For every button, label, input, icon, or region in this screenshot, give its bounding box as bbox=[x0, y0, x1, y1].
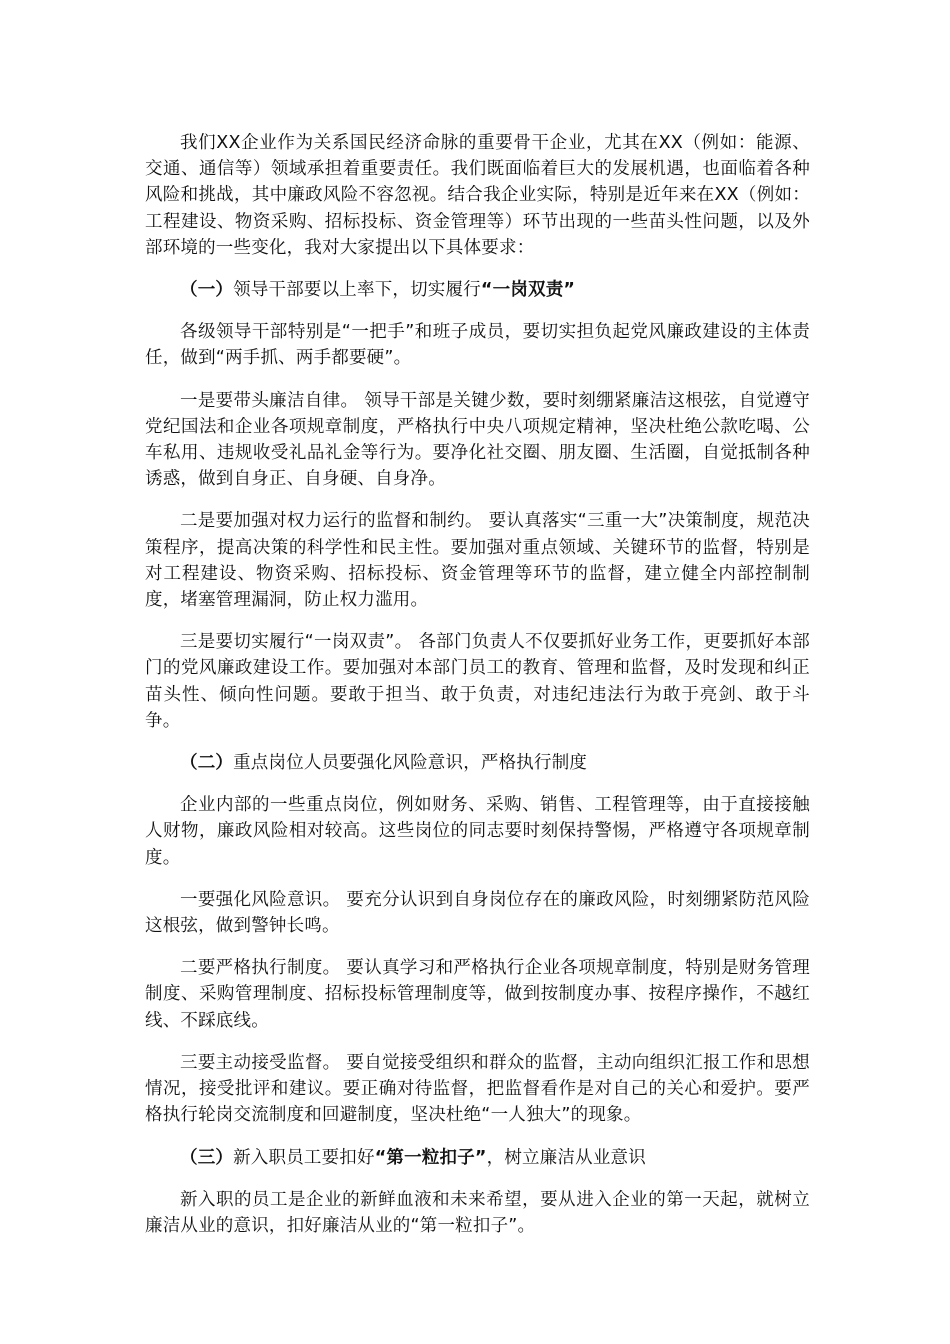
body-paragraph: 二要严格执行制度。 要认真学习和严格执行企业各项规章制度，特别是财务管理制度、采购管理制度、招标投标管理制度等，做到按制度办事、按程序操作，不越红线、不踩底线。 bbox=[145, 958, 810, 1031]
section-heading-3 bbox=[145, 1145, 810, 1171]
body-paragraph: 一是要带头廉洁自律。 领导干部是关键少数，要时刻绷紧廉洁这根弦，自觉遵守党纪国法和企业各项规章制度，严格执行中央八项规定精神，坚决杜绝公款吃喝、公车私用、违规收受礼品礼金等行为。要净化社交圈、朋友圈、生活圈，自觉抵制各种诱惑，做到自身正、自身硬、自身净。 bbox=[145, 390, 810, 490]
body-paragraph: 二是要加强对权力运行的监督和制约。 要认真落实“三重一大”决策制度，规范决策程序，提高决策的科学性和民主性。要加强对重点领域、关键环节的监督，特别是对工程建设、物资采购、招标投标、资金管理等环节的监督，建立健全内部控制制度，堵塞管理漏洞，防止权力滥用。 bbox=[145, 511, 810, 611]
section-number: （一） bbox=[180, 280, 234, 301]
section-title-quote: “第一粒扣子” bbox=[374, 1147, 487, 1168]
body-paragraph: 三是要切实履行“一岗双责”。 各部门负责人不仅要抓好业务工作，更要抓好本部门的党风廉政建设工作。要加强对本部门员工的教育、管理和监督，及时发现和纠正苗头性、倾向性问题。要敢于担当、敢于负责，对违纪违法行为敢于亮剑、敢于斗争。 bbox=[145, 632, 810, 731]
body-paragraph: 一要强化风险意识。 要充分认识到自身岗位存在的廉政风险，时刻绷紧防范风险这根弦，做到警钟长鸣。 bbox=[145, 889, 810, 937]
body-paragraph: 企业内部的一些重点岗位，例如财务、采购、销售、工程管理等，由于直接接触人财物，廉政风险相对较高。这些岗位的同志要时刻保持警惕，严格遵守各项规章制度。 bbox=[145, 795, 810, 868]
section-heading-1 bbox=[145, 277, 810, 303]
section-title-quote: “一岗双责” bbox=[480, 280, 576, 301]
section-number: （二） bbox=[180, 753, 234, 774]
body-paragraph: 三要主动接受监督。 要自觉接受组织和群众的监督，主动向组织汇报工作和思想情况，接受批评和建议。要正确对待监督，把监督看作是对自己的关心和爱护。要严格执行轮岗交流制度和回避制度，坚决杜绝“一人独大”的现象。 bbox=[145, 1052, 810, 1126]
section-title-text: 重点岗位人员要强化风险意识，严格执行制度 bbox=[233, 753, 588, 774]
section-title-text: 新入职员工要扣好 bbox=[233, 1147, 375, 1168]
body-paragraph: 各级领导干部特别是“一把手”和班子成员，要切实担负起党风廉政建设的主体责任，做到“两手抓、两手都要硬”。 bbox=[145, 322, 810, 369]
section-title-text: 领导干部要以上率下，切实履行 bbox=[233, 280, 481, 301]
intro-paragraph: 我们XX企业作为关系国民经济命脉的重要骨干企业，尤其在XX（例如：能源、交通、通信等）领域承担着重要责任。我们既面临着巨大的发展机遇，也面临着各种风险和挑战，其中廉政风险不容忽视。结合我企业实际，特别是近年来在XX（例如：工程建设、物资采购、招标投标、资金管理等）环节出现的一些苗头性问题，以及外部环境的一些变化，我对大家提出以下具体要求： bbox=[145, 133, 810, 258]
section-title-tail: ，树立廉洁从业意识 bbox=[486, 1147, 646, 1168]
section-heading-2 bbox=[145, 750, 810, 776]
document-body bbox=[145, 130, 810, 1255]
section-number: （三） bbox=[180, 1147, 234, 1168]
body-paragraph: 新入职的员工是企业的新鲜血液和未来希望，要从进入企业的第一天起，就树立廉洁从业的意识，扣好廉洁从业的“第一粒扣子”。 bbox=[145, 1189, 810, 1236]
